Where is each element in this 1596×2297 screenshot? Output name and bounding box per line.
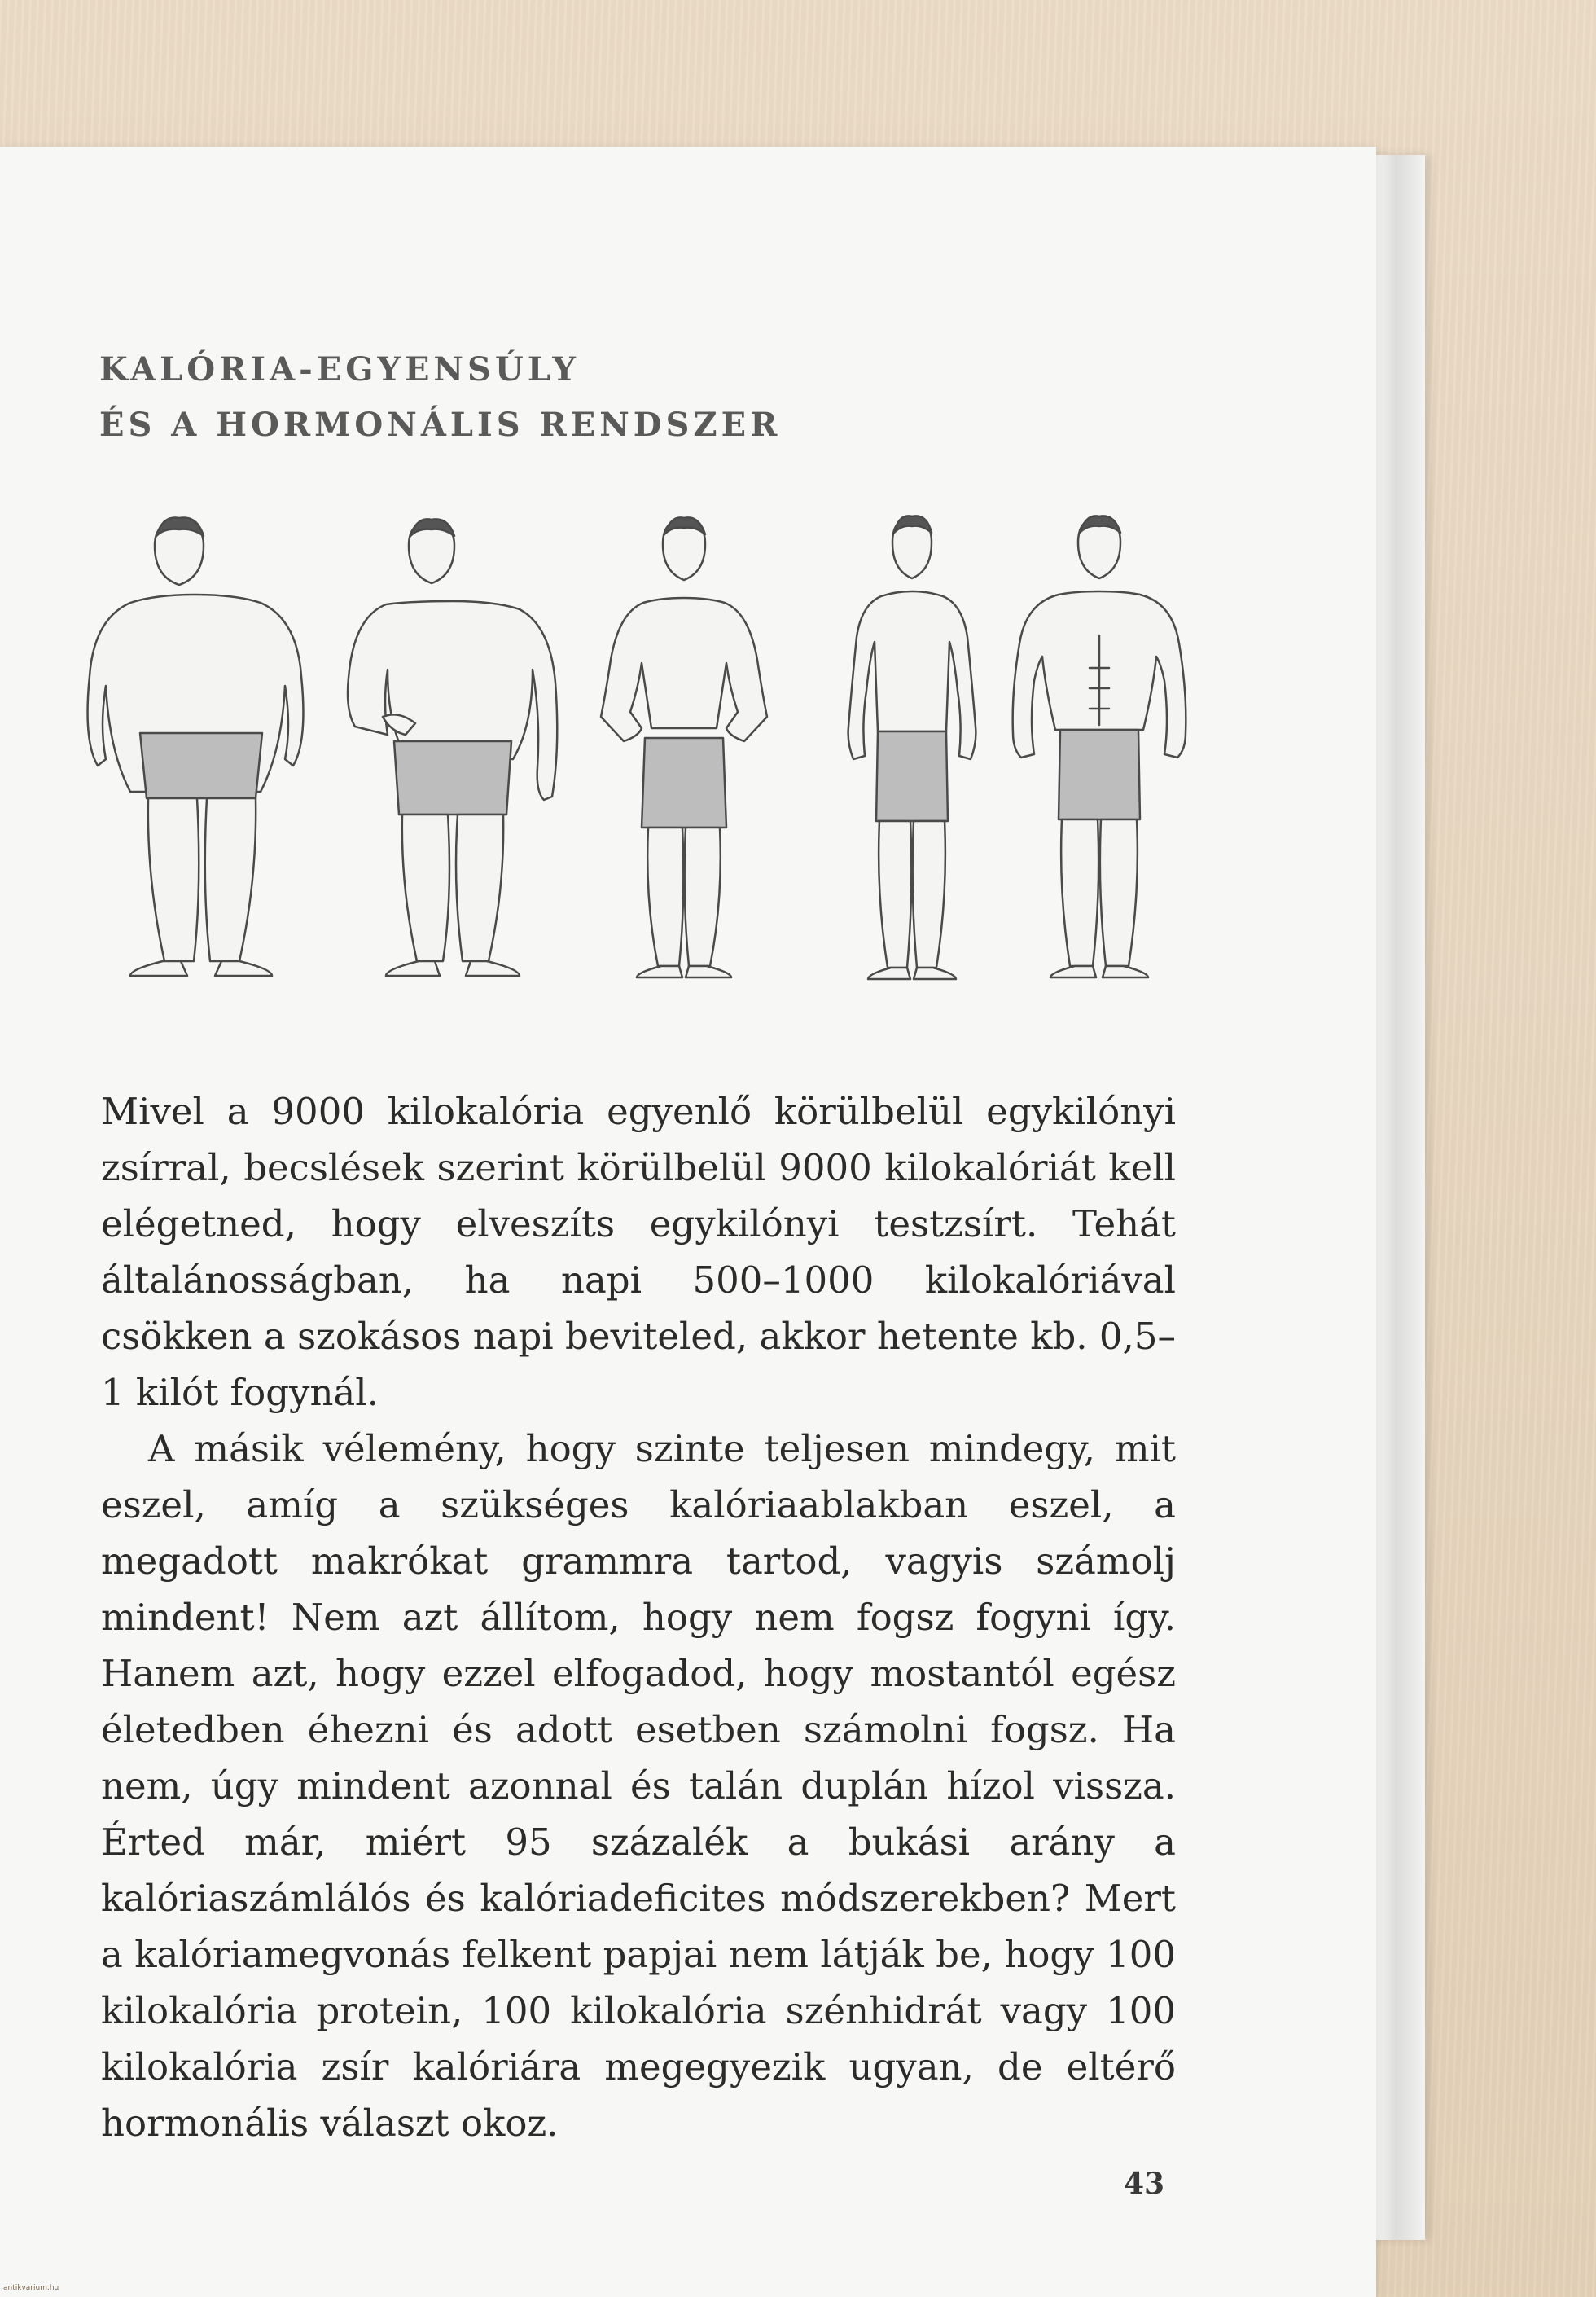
average-man-figure: [601, 517, 767, 977]
body-types-illustration: [81, 505, 1205, 1010]
obese-man-figure: [88, 517, 304, 976]
paragraph-1: Mivel a 9000 kilokalória egyenlő körülbelül egykilónyi zsírral, becslések szerint körülbelül 9000 kilokalóriát kell elégetned, hogy elveszíts egykilónyi testzsírt. Tehát általánosságban, ha napi 500–1000 kilokalóriával csökken a szokásos napi beviteled, akkor hetente kb. 0,5–1 kilót fogynál.: [101, 1090, 1176, 1414]
section-heading: [99, 342, 781, 453]
slim-man-figure: [848, 516, 976, 979]
book-page: [0, 147, 1376, 2297]
heading-line-2: ÉS A HORMONÁLIS RENDSZER: [99, 406, 782, 444]
page-number: 43: [1124, 2167, 1165, 2201]
muscular-man-figure: [1013, 516, 1186, 977]
overweight-man-figure: [348, 519, 557, 976]
corner-credit: antikvarium.hu: [3, 2284, 59, 2292]
body-text: [101, 1083, 1176, 2151]
heading-line-1: KALÓRIA-EGYENSÚLY: [99, 350, 580, 389]
paragraph-2: A másik vélemény, hogy szinte teljesen mindegy, mit eszel, amíg a szükséges kalóriaablakban eszel, a megadott makrókat grammra tartod, vagyis számolj mindent! Nem azt állítom, hogy nem fogsz fogyni így. Hanem azt, hogy ezzel elfogadod, hogy mostantól egész életedben éhezni és adott esetben számolni fogsz. Ha nem, úgy mindent azonnal és talán duplán hízol vissza. Érted már, miért 95 százalék a bukási arány a kalóriaszámlálós és kalóriadeficites módszerekben? Mert a kalóriamegvonás felkent papjai nem látják be, hogy 100 kilokalória protein, 100 kilokalória szénhidrát vagy 100 kilokalória zsír kalóriára megegyezik ugyan, de eltérő hormonális választ okoz.: [101, 1427, 1176, 2145]
